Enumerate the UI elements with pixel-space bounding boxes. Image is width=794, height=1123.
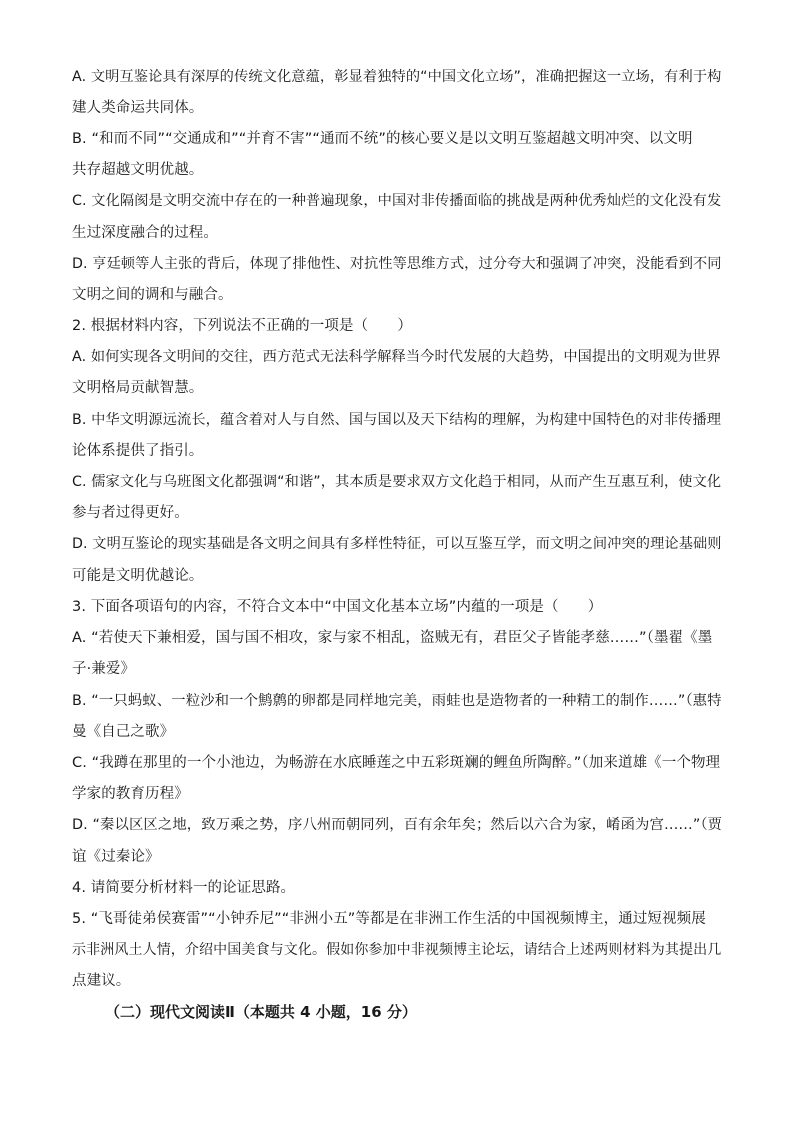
q5-line1: 5. “飞哥徒弟侯赛雷”“小钟乔尼”“非洲小五”等都是在非洲工作生活的中国视频博主，通过短视频展 [72,911,706,927]
q1-option-c-line1: C. 文化隔阂是文明交流中存在的一种普遍现象，中国对非传播面临的挑战是两种优秀灿烂的文化没有发 [72,193,722,209]
q2-option-d-line1: D. 文明互鉴论的现实基础是各文明之间具有多样性特征，可以互鉴互学，而文明之间冲突的理论基础则 [72,536,722,552]
q3-option-b-line2: 曼《自己之歌》 [72,724,175,740]
q5-line2: 示非洲风土人情，介绍中国美食与文化。假如你参加中非视频博主论坛，请结合上述两则材料为其提出几 [72,942,722,958]
q3-option-c-line1: C. “我蹲在那里的一个小池边，为畅游在水底睡莲之中五彩斑斓的鲤鱼所陶醉。”（加来道雄《一个物理 [72,755,721,771]
q2-option-d-line2: 可能是文明优越论。 [72,568,204,584]
q2-option-a-line2: 文明格局贡献智慧。 [72,380,204,396]
q5-line3: 点建议。 [72,973,131,989]
q1-option-a-line1: A. 文明互鉴论具有深厚的传统文化意蕴，彰显着独特的“中国文化立场”，准确把握这一立场，有利于构 [72,69,722,85]
q3-option-c-line2: 学家的教育历程》 [72,786,189,802]
section-heading-modern-reading-2: （二）现代文阅读Ⅱ（本题共 4 小题，16 分） [105,1003,417,1021]
q1-option-a-line2: 建人类命运共同体。 [72,100,204,116]
q1-option-c-line2: 生过深度融合的过程。 [72,225,218,241]
q3-stem: 3. 下面各项语句的内容，不符合文本中“中国文化基本立场”内蕴的一项是（ ） [72,599,603,615]
q1-option-b-line2: 共存超越文明优越。 [72,162,204,178]
q2-option-b-line2: 论体系提供了指引。 [72,443,204,459]
q3-option-d-line1: D. “秦以区区之地，致万乘之势，序八州而朝同列，百有余年矣；然后以六合为家，崤函为宫……”（贾 [72,817,723,833]
q3-option-a-line2: 子·兼爱》 [72,661,136,677]
q3-option-b-line1: B. “一只蚂蚁、一粒沙和一个鹪鹩的卵都是同样地完美，雨蛙也是造物者的一种精工的制作……”（惠特 [72,693,722,709]
q4-stem: 4. 请简要分析材料一的论证思路。 [72,880,296,896]
q3-option-a-line1: A. “若使天下兼相爱，国与国不相攻，家与家不相乱，盗贼无有，君臣父子皆能孝慈……”（墨翟《墨 [72,630,713,646]
q2-option-b-line1: B. 中华文明源远流长，蕴含着对人与自然、国与国以及天下结构的理解，为构建中国特色的对非传播理 [72,412,722,428]
q1-option-d-line1: D. 亨廷顿等人主张的背后，体现了排他性、对抗性等思维方式，过分夸大和强调了冲突，没能看到不同 [72,256,722,272]
q2-option-c-line1: C. 儒家文化与乌班图文化都强调“和谐”，其本质是要求双方文化趋于相同，从而产生互惠互利，使文化 [72,474,722,490]
q2-option-c-line2: 参与者过得更好。 [72,505,189,521]
q2-option-a-line1: A. 如何实现各文明间的交往，西方范式无法科学解释当今时代发展的大趋势，中国提出的文明观为世界 [72,349,721,365]
q3-option-d-line2: 谊《过秦论》 [72,849,160,865]
q2-stem: 2. 根据材料内容，下列说法不正确的一项是（ ） [72,318,412,334]
q1-option-d-line2: 文明之间的调和与融合。 [72,287,233,303]
q1-option-b-line1: B. “和而不同”“交通成和”“并育不害”“通而不统”的核心要义是以文明互鉴超越文明冲突、以文明 [72,131,693,147]
